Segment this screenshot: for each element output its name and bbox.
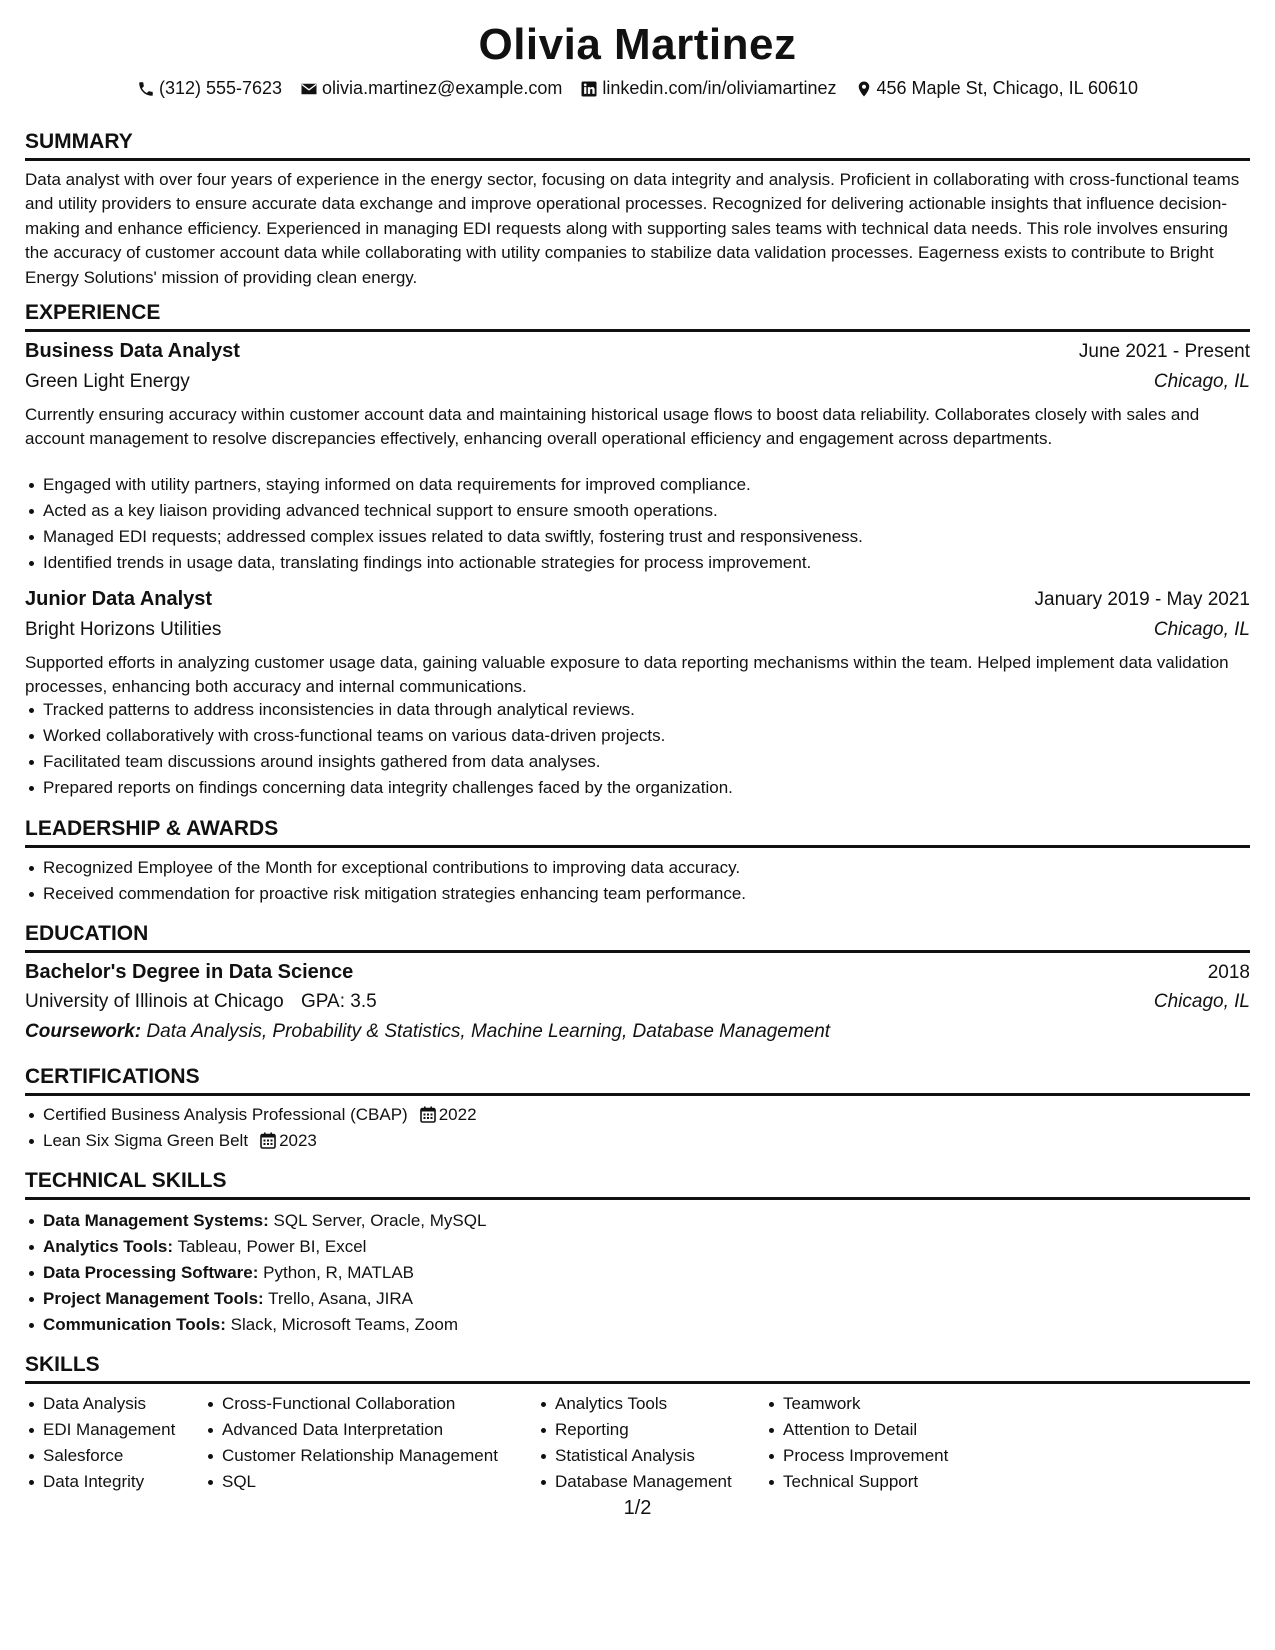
job-bullets-1 (25, 472, 1250, 576)
job-description: Supported efforts in analyzing customer usage data, gaining valuable exposure to data reporting mechanisms within the team. Helped implement data validation processes, enhancing both accuracy and internal communications. (25, 653, 1229, 697)
skill-category: Data Processing Software: (43, 1263, 259, 1282)
calendar-icon (420, 1106, 436, 1123)
summary-text: Data analyst with over four years of experience in the energy sector, focusing on data integrity and analysis. Proficient in collaborating with cross-functional teams and utility providers to ensure accurate data exchange and improve operational processes. Recognized for delivering actionable insights that influence decision-making and enhance efficiency. Experienced in managing EDI requests along with supporting sales teams with technical data needs. This role involves ensuring the accuracy of customer account data while collaborating with utility companies to stabilize data validation processes. Eagerness exists to contribute to Bright Energy Solutions' mission of providing clean energy. (25, 170, 1240, 287)
job-bullets-2 (25, 697, 1250, 801)
job-company: Bright Horizons Utilities (25, 619, 222, 640)
job-location: Chicago, IL (1153, 371, 1250, 392)
coursework-list: Data Analysis, Probability & Statistics, Machine Learning, Database Management (146, 1021, 831, 1042)
skill-values: Tableau, Power BI, Excel (177, 1237, 367, 1256)
job-company: Green Light Energy (25, 371, 190, 392)
section-title-education: EDUCATION (25, 922, 1250, 953)
section-title-leadership: LEADERSHIP & AWARDS (25, 817, 1250, 848)
job-title: Business Data Analyst (25, 340, 240, 362)
linkedin-icon (580, 80, 598, 98)
list-item: Managed EDI requests; addressed complex issues related to data swiftly, fostering trust and responsiveness. (25, 524, 1250, 550)
contact-address (855, 78, 1139, 99)
job-header-1 (25, 340, 1250, 363)
certification-name: Certified Business Analysis Professional (CBAP) (43, 1105, 408, 1124)
list-item: Reporting (537, 1417, 732, 1443)
phone-icon (137, 80, 155, 98)
skill-values: Trello, Asana, JIRA (268, 1289, 414, 1308)
list-item: Data Integrity (25, 1469, 175, 1495)
certification-year: 2023 (279, 1131, 317, 1150)
list-item: Analytics Tools (537, 1391, 732, 1417)
page-number: 1/2 (623, 1497, 652, 1519)
list-item: Process Improvement (765, 1443, 948, 1469)
section-title-skills: SKILLS (25, 1353, 1250, 1384)
job-dates: January 2019 - May 2021 (1034, 589, 1250, 610)
list-item: Acted as a key liaison providing advanced technical support to ensure smooth operations. (25, 498, 1250, 524)
skills-column (765, 1391, 948, 1495)
list-item (25, 1286, 1250, 1312)
skill-category: Analytics Tools: (43, 1237, 174, 1256)
education-subheader (25, 991, 1250, 1013)
list-item: Worked collaboratively with cross-functional teams on various data-driven projects. (25, 723, 1250, 749)
school-name: University of Illinois at Chicago (25, 991, 284, 1012)
coursework-line (25, 1020, 1250, 1044)
coursework-label: Coursework: (25, 1021, 142, 1042)
list-item: Cross-Functional Collaboration (204, 1391, 498, 1417)
degree: Bachelor's Degree in Data Science (25, 961, 354, 983)
list-item: Received commendation for proactive risk mitigation strategies enhancing team performance. (25, 881, 1250, 907)
section-title-certifications: CERTIFICATIONS (25, 1065, 1250, 1096)
list-item (25, 1260, 1250, 1286)
address-text: 456 Maple St, Chicago, IL 60610 (876, 78, 1139, 98)
job-title: Junior Data Analyst (25, 588, 213, 610)
contact-bar (0, 78, 1275, 99)
section-title-summary: SUMMARY (25, 130, 1250, 161)
list-item: Engaged with utility partners, staying informed on data requirements for improved compliance. (25, 472, 1250, 498)
contact-linkedin[interactable] (580, 78, 836, 99)
certifications-list (25, 1102, 1250, 1154)
technical-skills-list (25, 1208, 1250, 1338)
skill-category: Communication Tools: (43, 1315, 226, 1334)
job-dates: June 2021 - Present (1078, 341, 1250, 362)
list-item: Salesforce (25, 1443, 175, 1469)
list-item: Tracked patterns to address inconsistencies in data through analytical reviews. (25, 697, 1250, 723)
envelope-icon (300, 80, 318, 98)
list-item (25, 1234, 1250, 1260)
list-item: Recognized Employee of the Month for exceptional contributions to improving data accuracy. (25, 855, 1250, 881)
skill-values: Slack, Microsoft Teams, Zoom (230, 1315, 458, 1334)
list-item (25, 1312, 1250, 1338)
job-header-2 (25, 588, 1250, 611)
section-title-experience: EXPERIENCE (25, 301, 1250, 332)
skills-column (537, 1391, 732, 1495)
contact-phone (137, 78, 282, 99)
skills-column (204, 1391, 498, 1495)
phone-text: (312) 555-7623 (158, 78, 283, 98)
job-subheader-1 (25, 371, 1250, 393)
calendar-icon (260, 1132, 276, 1149)
list-item: Attention to Detail (765, 1417, 948, 1443)
list-item: Database Management (537, 1469, 732, 1495)
list-item: Facilitated team discussions around insights gathered from data analyses. (25, 749, 1250, 775)
skill-values: Python, R, MATLAB (263, 1263, 414, 1282)
leadership-list (25, 855, 1250, 907)
list-item: Statistical Analysis (537, 1443, 732, 1469)
list-item: Teamwork (765, 1391, 948, 1417)
list-item: SQL (204, 1469, 498, 1495)
skill-category: Project Management Tools: (43, 1289, 264, 1308)
skill-values: SQL Server, Oracle, MySQL (273, 1211, 487, 1230)
list-item: Data Analysis (25, 1391, 175, 1417)
list-item: Customer Relationship Management (204, 1443, 498, 1469)
education-header (25, 961, 1250, 984)
list-item: Technical Support (765, 1469, 948, 1495)
job-description: Currently ensuring accuracy within customer account data and maintaining historical usage flows to boost data reliability. Collaborates closely with sales and account management to resolve discrepancies effectively, enhancing overall operational efficiency and engagement across departments. (25, 405, 1200, 449)
candidate-name: Olivia Martinez (478, 20, 797, 69)
graduation-year: 2018 (1207, 962, 1250, 983)
school-location: Chicago, IL (1153, 991, 1250, 1012)
job-subheader-2 (25, 619, 1250, 641)
section-title-technical-skills: TECHNICAL SKILLS (25, 1169, 1250, 1200)
linkedin-text: linkedin.com/in/oliviamartinez (602, 78, 837, 98)
certification-name: Lean Six Sigma Green Belt (43, 1131, 249, 1150)
map-pin-icon (855, 80, 873, 98)
list-item (25, 1102, 1250, 1128)
contact-email[interactable] (300, 78, 562, 99)
school-line (25, 991, 377, 1013)
list-item: Prepared reports on findings concerning data integrity challenges faced by the organization. (25, 775, 1250, 801)
gpa: GPA: 3.5 (301, 991, 377, 1012)
list-item: EDI Management (25, 1417, 175, 1443)
skill-category: Data Management Systems: (43, 1211, 269, 1230)
list-item (25, 1208, 1250, 1234)
skills-column (25, 1391, 175, 1495)
email-text: olivia.martinez@example.com (322, 78, 563, 98)
certification-year: 2022 (438, 1105, 477, 1124)
list-item (25, 1128, 1250, 1154)
list-item: Identified trends in usage data, translating findings into actionable strategies for process improvement. (25, 550, 1250, 576)
list-item: Advanced Data Interpretation (204, 1417, 498, 1443)
job-location: Chicago, IL (1153, 619, 1250, 640)
